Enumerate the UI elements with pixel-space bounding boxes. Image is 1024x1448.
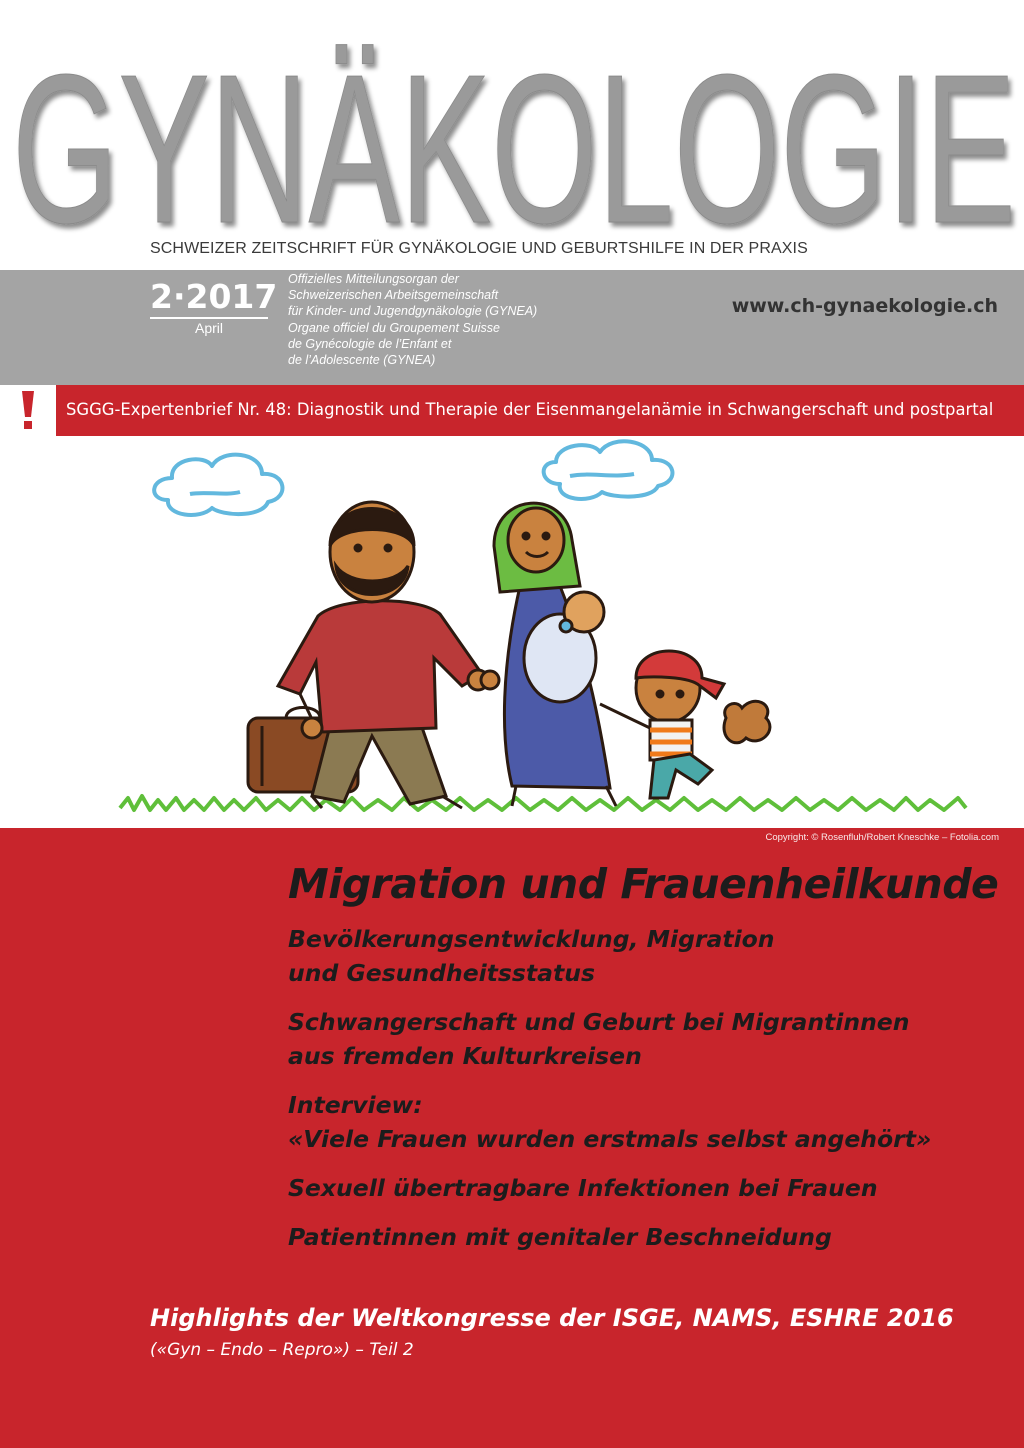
- child-figure: [600, 651, 770, 798]
- official-organ-text: [288, 271, 537, 368]
- exclamation-icon: [0, 385, 56, 436]
- family-illustration: [0, 436, 1024, 828]
- cloud-left: [154, 455, 282, 515]
- topic-item[interactable]: [288, 1220, 988, 1254]
- logo-text: GYNÄKOLOGIE: [12, 30, 1017, 235]
- topic-line: Interview:: [288, 1091, 423, 1119]
- topic-line: Patientinnen mit genitaler Beschneidung: [288, 1223, 832, 1251]
- topic-item[interactable]: [288, 1088, 988, 1156]
- magazine-subtitle: SCHWEIZER ZEITSCHRIFT FÜR GYNÄKOLOGIE UND GEBURTSHILFE IN DER PRAXIS: [150, 240, 808, 257]
- official-line: für Kinder- und Jugendgynäkologie (GYNEA): [288, 304, 538, 319]
- grass: [120, 796, 966, 810]
- magazine-logo: [0, 0, 1024, 235]
- topic-item[interactable]: [288, 1171, 988, 1205]
- topic-line: Sexuell übertragbare Infektionen bei Frauen: [288, 1174, 878, 1202]
- official-line: Offizielles Mitteilungsorgan der: [288, 272, 459, 286]
- highlights-title[interactable]: Highlights der Weltkongresse der ISGE, NAMS, ESHRE 2016: [150, 1304, 954, 1332]
- masthead: [0, 0, 1024, 270]
- illustration-drawing: [0, 436, 1024, 828]
- issue-month: April: [194, 320, 223, 336]
- cover-main-title[interactable]: Migration und Frauenheilkunde: [288, 860, 999, 908]
- official-line: Organe officiel du Groupement Suisse: [288, 320, 500, 335]
- topic-line: Bevölkerungsentwicklung, Migration: [288, 925, 775, 953]
- official-line: de Gynécologie de l’Enfant et: [288, 336, 452, 351]
- image-copyright: Copyright: © Rosenfluh/Robert Kneschke – Fotolia.com: [765, 832, 999, 843]
- official-line: Schweizerischen Arbeitsgemeinschaft: [288, 288, 499, 303]
- topic-line: Schwangerschaft und Geburt bei Migrantinnen: [288, 1008, 910, 1036]
- issue-number: 2·2017: [150, 277, 278, 316]
- cloud-right: [544, 441, 673, 499]
- cover-topics: [288, 922, 988, 1269]
- issue-divider: [150, 317, 268, 319]
- topic-item[interactable]: [288, 1005, 988, 1073]
- topic-line: und Gesundheitsstatus: [288, 959, 595, 987]
- alert-text[interactable]: SGGG-Expertenbrief Nr. 48: Diagnostik und Therapie der Eisenmangelanämie in Schwangerschaft und postpartal: [66, 400, 994, 419]
- website-link[interactable]: www.ch-gynaekologie.ch: [731, 295, 998, 317]
- mother-figure: [481, 503, 616, 806]
- official-line: de l’Adolescente (GYNEA): [288, 353, 436, 368]
- topic-line: «Viele Frauen wurden erstmals selbst angehört»: [288, 1125, 932, 1153]
- topic-line: aus fremden Kulturkreisen: [288, 1042, 642, 1070]
- highlights-subtitle: («Gyn – Endo – Repro») – Teil 2: [150, 1340, 414, 1360]
- topic-item[interactable]: [288, 922, 988, 990]
